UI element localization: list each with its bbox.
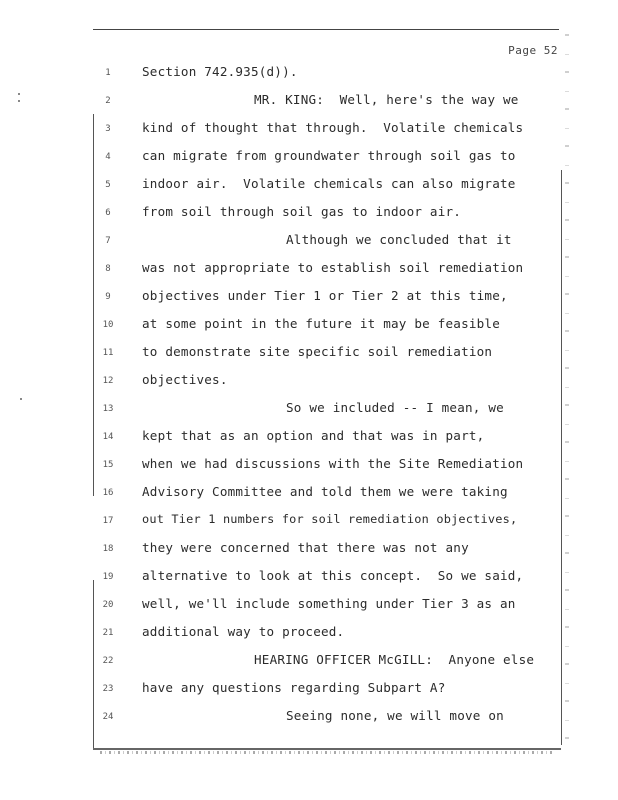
line-number: 14: [102, 432, 114, 442]
transcript-line-3: [0, 120, 618, 140]
bottom-border-rule: [93, 748, 561, 750]
transcript-line-22: [0, 652, 618, 672]
transcript-line-23: [0, 680, 618, 700]
line-number: 23: [102, 684, 114, 694]
transcript-line-2: [0, 92, 618, 112]
transcript-line-13: [0, 400, 618, 420]
transcript-line-11: [0, 344, 618, 364]
line-number: 12: [102, 376, 114, 386]
line-text: MR. KING: Well, here's the way we: [254, 92, 519, 107]
line-number: 3: [105, 124, 111, 134]
transcript-line-18: [0, 540, 618, 560]
transcript-line-1: [0, 64, 618, 84]
transcript-line-4: [0, 148, 618, 168]
transcript-line-14: [0, 428, 618, 448]
line-text: Advisory Committee and told them we were taking: [142, 484, 508, 499]
line-text: to demonstrate site specific soil remediation: [142, 344, 493, 359]
line-text: Section 742.935(d)).: [142, 64, 298, 79]
transcript-line-12: [0, 372, 618, 392]
page-number: Page 52: [508, 44, 558, 57]
line-text: was not appropriate to establish soil remediation: [142, 260, 524, 275]
line-number: 4: [105, 152, 111, 162]
line-number: 24: [102, 712, 114, 722]
line-number: 21: [102, 628, 114, 638]
transcript-line-9: [0, 288, 618, 308]
transcript-line-19: [0, 568, 618, 588]
line-number: 18: [102, 544, 114, 554]
line-text: at some point in the future it may be feasible: [142, 316, 500, 331]
transcript-line-15: [0, 456, 618, 476]
transcript-line-6: [0, 204, 618, 224]
transcript-line-5: [0, 176, 618, 196]
transcript-line-24: [0, 708, 618, 728]
line-number: 16: [102, 488, 114, 498]
line-text: can migrate from groundwater through soil gas to: [142, 148, 516, 163]
line-text: indoor air. Volatile chemicals can also migrate: [142, 176, 516, 191]
transcript-line-16: [0, 484, 618, 504]
line-number: 15: [102, 460, 114, 470]
line-text: objectives.: [142, 372, 228, 387]
line-text: well, we'll include something under Tier 3 as an: [142, 596, 516, 611]
line-number: 13: [102, 404, 114, 414]
line-number: 7: [105, 236, 111, 246]
line-text: objectives under Tier 1 or Tier 2 at this time,: [142, 288, 508, 303]
line-text: HEARING OFFICER McGILL: Anyone else: [254, 652, 535, 667]
line-text: from soil through soil gas to indoor air.: [142, 204, 462, 219]
line-number: 5: [105, 180, 111, 190]
line-text: kept that as an option and that was in part,: [142, 428, 485, 443]
line-number: 11: [102, 348, 114, 358]
line-number: 17: [102, 516, 114, 526]
line-text: Although we concluded that it: [286, 232, 512, 247]
transcript-line-20: [0, 596, 618, 616]
line-text: when we had discussions with the Site Remediation: [142, 456, 524, 471]
line-number: 9: [105, 292, 111, 302]
line-number: 19: [102, 572, 114, 582]
transcript-line-8: [0, 260, 618, 280]
line-text: they were concerned that there was not any: [142, 540, 469, 555]
transcript-line-7: [0, 232, 618, 252]
line-number: 20: [102, 600, 114, 610]
transcript-line-21: [0, 624, 618, 644]
line-number: 22: [102, 656, 114, 666]
scan-noise-strip: [100, 751, 555, 754]
line-text: additional way to proceed.: [142, 624, 345, 639]
line-text: have any questions regarding Subpart A?: [142, 680, 446, 695]
line-text: alternative to look at this concept. So we said,: [142, 568, 524, 583]
line-text: out Tier 1 numbers for soil remediation objectives,: [142, 512, 518, 526]
line-number: 6: [105, 208, 111, 218]
line-text: Seeing none, we will move on: [286, 708, 504, 723]
transcript-line-17: [0, 512, 618, 532]
line-number: 8: [105, 264, 111, 274]
line-number: 1: [105, 68, 111, 78]
line-number: 2: [105, 96, 111, 106]
top-border-rule: [93, 29, 559, 30]
line-text: kind of thought that through. Volatile chemicals: [142, 120, 524, 135]
transcript-line-10: [0, 316, 618, 336]
line-number: 10: [102, 320, 114, 330]
line-text: So we included -- I mean, we: [286, 400, 504, 415]
